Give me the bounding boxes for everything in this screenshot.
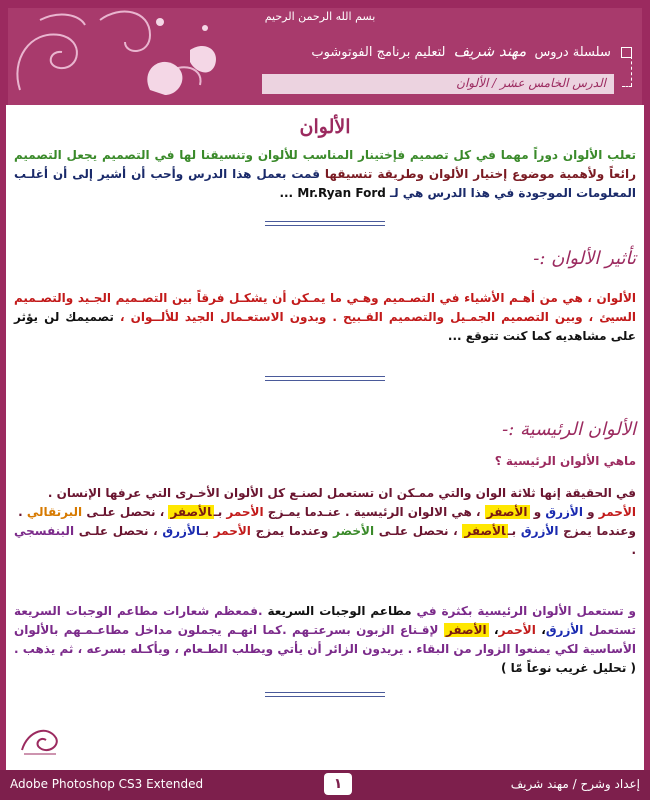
series-prefix: سلسلة دروس <box>534 45 611 60</box>
word-red: الأحمر <box>213 524 251 538</box>
page-number: ١ <box>324 773 352 795</box>
word-orange: البرتقالي <box>26 505 83 519</box>
word-blue: الأزرق <box>545 623 584 637</box>
lesson-number: الدرس الخامس عشر / <box>492 76 606 90</box>
side-border-right <box>644 105 650 770</box>
word-get: ، نحصل علـى <box>378 524 458 538</box>
fastfood-paragraph: و تستعمل الألوان الرئيسية بكثرة في مطاعم الوجبات السريعة .فمعظم شعارات مطاعم الوجبات السريعة تستعمل الأزرق، الأحمر، الأصفر لإقـناع الزبون بسرعتـهم .كما انهـم يجملون مداخل مطاعـمـهم بالألوان الأساسية لكي يمنعوا الزوار من البقاء . يريدون الزائر أن يأتي ويطلب الطـعام ، ويأكـله بسرعه ، ثم يذهب . ( تحليل غريب نوعاً مّا ) <box>14 604 636 675</box>
word-get: ، نحصل علـى <box>78 524 158 538</box>
word-blue: الأزرق <box>520 524 559 538</box>
page-title: الألوان <box>299 116 351 138</box>
word-violet: البنفسجي <box>14 524 75 538</box>
series-logo: مهند شريف <box>453 42 527 60</box>
word-yellow: الأصفر <box>464 524 506 538</box>
footer-program: Adobe Photoshop CS3 Extended <box>10 777 204 791</box>
word-with: بـ <box>507 524 521 538</box>
document-body <box>14 112 636 697</box>
dot: . <box>18 505 27 519</box>
word-red: الأحمر <box>498 623 536 637</box>
fastfood-part2: .فمعظم شعارات مطاعم الوجبات السريعة تستعمل <box>14 604 636 637</box>
dotted-connector-h <box>622 86 632 87</box>
word-green: الأخضر <box>333 524 375 538</box>
effect-paragraph <box>14 289 636 346</box>
fastfood-restaurants: مطاعم الوجبات السريعة <box>267 604 412 618</box>
intro-paragraph <box>14 146 636 203</box>
word-blue: الأزرق <box>545 505 583 519</box>
word-red: الأحمر <box>598 505 636 519</box>
intro-author: Mr.Ryan Ford <box>297 186 386 200</box>
footer-bar <box>0 770 650 800</box>
word-yellow: الأصفر <box>486 505 528 519</box>
side-border-left <box>0 105 6 770</box>
word-and: و <box>529 505 546 519</box>
word-get: ، نحصل علـى <box>86 505 165 519</box>
effect-part1: الألوان ، هي من أهـم الأشياء في التصـميم وهـي ما يمـكن أن يشكـل فرقاً بين التصـميم الجـيد والتصـميم السيئ ، وبين التصميم الجمـيل والتصميم القـبيح . وبدون الاستعـمال الجيد للألــوان ، <box>14 291 637 324</box>
word-yellow: الأصفر <box>170 505 212 519</box>
separator <box>265 692 385 697</box>
header-banner <box>0 0 650 105</box>
intro-part2: رائعاً ولأهمية موضوع إختيار الألوان وطريقة تنسيقها <box>324 167 636 181</box>
lesson-label <box>456 76 606 90</box>
word-blue: الأزرق <box>162 524 201 538</box>
word-red: الأحمر <box>226 505 264 519</box>
word-with: بـ <box>213 505 227 519</box>
fastfood-quote: ( تحليل غريب نوعاً مّا ) <box>500 661 636 675</box>
series-suffix: لتعليم برنامج الفوتوشوب <box>311 45 446 60</box>
lesson-bar <box>262 74 614 94</box>
primary-text: ، هي الالوان الرئيسية . عنـدما يمـزج <box>267 505 481 519</box>
primary-paragraph <box>14 484 636 560</box>
fastfood-part3: لإقـناع الزبون بسرعتـهم .كما انهـم يجملون مداخل مطاعـمـهم بالألوان الأساسية لكي يمنعوا الزوار من البقاء . يريدون الزائر أن يأتي ويطلب الطـعام ، ويأكـله بسرعه ، ثم يذهب . <box>14 623 636 656</box>
section-title-effect: تأثير الألوان :- <box>533 248 636 269</box>
word-with: بـ <box>200 524 214 538</box>
word-mix: وعندما يمزج <box>563 524 636 538</box>
dot: . <box>631 543 636 557</box>
effect-part2: تصميمك لن يؤثر على مشاهديه كما كنت تتوقع ... <box>14 310 636 343</box>
word-yellow: الأصفر <box>445 623 487 637</box>
series-title <box>311 42 632 60</box>
section-title-primary: الألوان الرئيسية :- <box>502 419 636 440</box>
basmala-text: بسم الله الرحمن الرحيم <box>264 10 376 23</box>
intro-part3: قمت بعمل هذا الدرس وأحب أن أشير إلى أن أغلـب المعلومات الموجودة في هذا الدرس هي لـ <box>14 167 636 200</box>
word-mix: وعندما يمزج <box>255 524 329 538</box>
dotted-connector <box>631 56 632 86</box>
primary-line1: في الحقيقة إنها ثلاثة الوان والتي ممـكن ان تستعمل لصنـع كل الألوان الأخـرى التي عرفها الإنسان . <box>47 486 636 500</box>
word-and: و <box>582 505 599 519</box>
lesson-topic: الألوان <box>456 76 489 90</box>
footer-credit: إعداد وشرح / مهند شريف <box>510 777 640 791</box>
intro-part1: تعلب الألوان دوراً مهما في كل تصميم فإختينار المناسب للألوان وتنسيقنا لها في التصميم يجعل التصميم <box>14 148 636 162</box>
primary-question: ماهي الألوان الرئيسية ؟ <box>494 454 636 468</box>
signature-logo-icon <box>18 720 62 760</box>
intro-ellipsis: ... <box>279 186 294 200</box>
fastfood-part1: و تستعمل الألوان الرئيسية بكثرة في <box>416 604 636 618</box>
